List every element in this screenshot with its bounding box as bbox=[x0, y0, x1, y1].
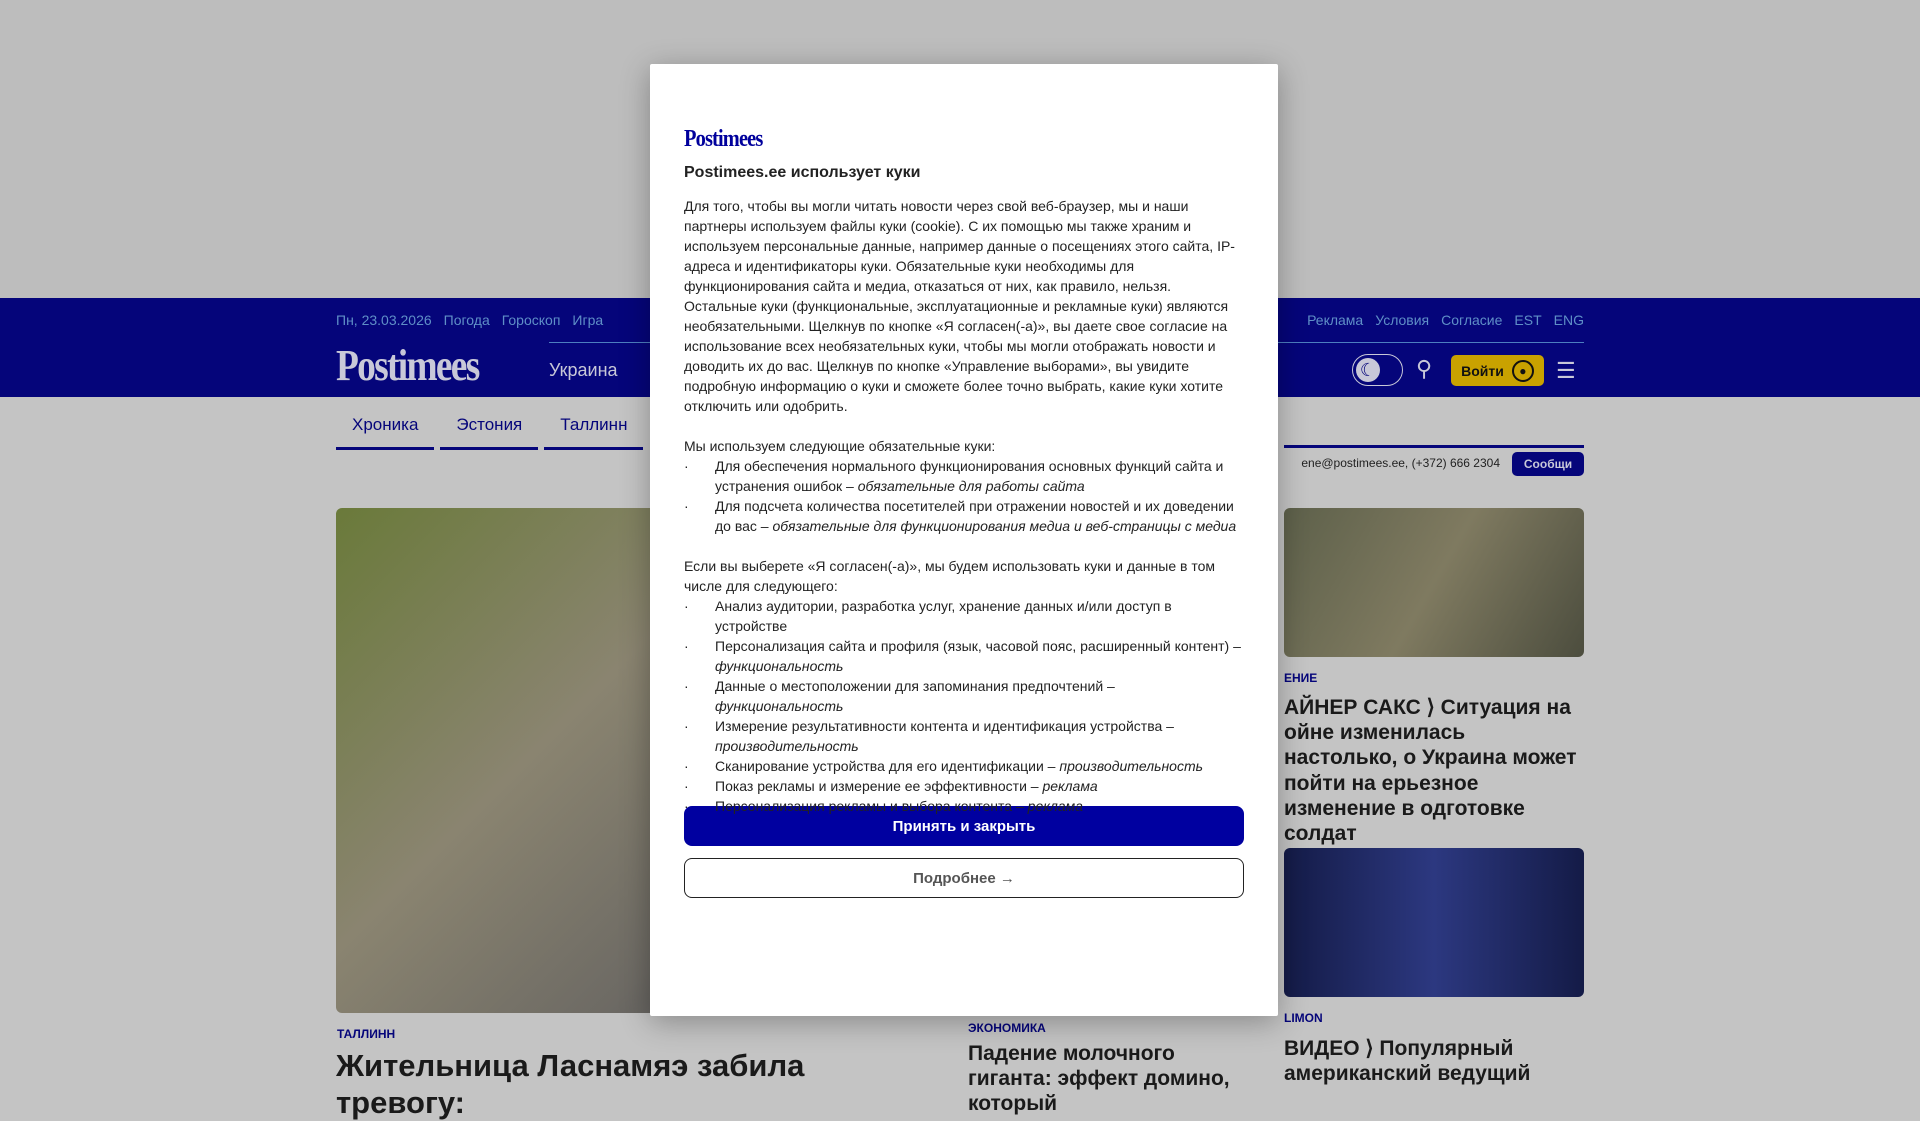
item-purpose: производительность bbox=[1059, 758, 1203, 774]
tab-chronicle[interactable]: Хроника bbox=[336, 405, 434, 450]
item-purpose: обязательные для работы сайта bbox=[857, 478, 1085, 494]
contact-info: ene@postimees.ee, (+372) 666 2304 bbox=[1301, 456, 1500, 470]
article-category[interactable]: ЭКОНОМИКА bbox=[968, 1021, 1046, 1035]
link-horoscope[interactable]: Гороскоп bbox=[501, 312, 561, 328]
item-purpose: функциональность bbox=[715, 698, 844, 714]
intro-text: Для того, чтобы вы могли читать новости через свой веб-браузер, мы и наши партнеры используем файлы куки (cookie). С их помощью мы также храним и используем персональные данные, например данные о посещениях этого сайта, IP-адреса и идентификаторы куки. Обязательные куки необходимы для функционирования сайта и медиа, отказаться от них, как правило, нельзя. Остальные куки (функциональные, эксплуатационные и рекламные куки) являются необязательными. Щелкнув по кнопке «Я согласен(-а)», вы даете свое согласие на использование всех необязательных куки, чтобы мы могли отображать новости и доводить их до вас. Щелкнув по кнопке «Управление выборами», вы увидите подробную информацию о куки и сможете более точно выбрать, какие куки хотите отключить или одобрить. bbox=[684, 198, 1235, 414]
list-item bbox=[684, 676, 1244, 716]
section-tabs bbox=[336, 405, 643, 450]
bullet: · bbox=[684, 598, 689, 614]
item-purpose: реклама bbox=[1027, 798, 1083, 814]
moon-icon: ☾ bbox=[1356, 358, 1380, 382]
item-desc: Для подсчета количества посетителей при отражении новостей и их доведении до вас – bbox=[715, 498, 1234, 534]
list-item bbox=[684, 756, 1244, 776]
login-label: Войти bbox=[1461, 362, 1504, 379]
bullet: · bbox=[684, 798, 689, 814]
more-button[interactable]: Подробнее → bbox=[684, 858, 1244, 898]
nav-ukraine[interactable]: Украина bbox=[549, 360, 618, 380]
item-text bbox=[715, 456, 1244, 496]
bullet: · bbox=[684, 718, 689, 734]
divider bbox=[1284, 445, 1584, 448]
item-text bbox=[715, 676, 1244, 716]
user-icon: ● bbox=[1512, 360, 1534, 382]
item-purpose: обязательные для функционирования медиа и веб-страницы с медиа bbox=[772, 518, 1237, 534]
list-item bbox=[684, 596, 1244, 636]
item-text bbox=[715, 596, 1244, 636]
dialog-body[interactable] bbox=[684, 196, 1244, 814]
dialog-title: Postimees.ee использует куки bbox=[684, 164, 921, 181]
menu-icon[interactable]: ☰ bbox=[1556, 358, 1576, 383]
item-purpose: функциональность bbox=[715, 658, 844, 674]
search-icon[interactable]: ⚲ bbox=[1416, 356, 1433, 381]
article-category[interactable]: ТАЛЛИНН bbox=[337, 1027, 396, 1041]
tab-estonia[interactable]: Эстония bbox=[440, 405, 538, 450]
item-purpose: реклама bbox=[1042, 778, 1098, 794]
link-game[interactable]: Игра bbox=[572, 312, 604, 328]
article-title[interactable]: Падение молочного гиганта: эффект домино, который bbox=[968, 1042, 1230, 1116]
item-desc: Персонализация сайта и профиля (язык, часовой пояс, расширенный контент) – bbox=[715, 638, 1241, 654]
item-text bbox=[715, 716, 1244, 756]
bullet: · bbox=[684, 678, 689, 694]
dialog-logo: Postimees bbox=[684, 126, 763, 152]
bullet: · bbox=[684, 758, 689, 774]
item-text bbox=[715, 496, 1244, 536]
link-ads[interactable]: Реклама bbox=[1307, 312, 1364, 328]
list-item bbox=[684, 496, 1244, 536]
item-desc: Показ рекламы и измерение ее эффективности – bbox=[715, 778, 1043, 794]
lang-eng[interactable]: ENG bbox=[1553, 312, 1584, 328]
list-item bbox=[684, 776, 1244, 796]
lang-est[interactable]: EST bbox=[1514, 312, 1542, 328]
link-weather[interactable]: Погода bbox=[443, 312, 490, 328]
cookie-consent-dialog bbox=[650, 64, 1278, 1016]
bullet: · bbox=[684, 458, 689, 474]
tab-tallinn[interactable]: Таллинн bbox=[544, 405, 643, 450]
dark-mode-toggle[interactable] bbox=[1352, 354, 1403, 386]
optional-heading: Если вы выберете «Я согласен(-а)», мы будем использовать куки и данные в том числе для следующего: bbox=[684, 558, 1215, 594]
list-item bbox=[684, 716, 1244, 756]
site-logo[interactable]: Postimees bbox=[336, 341, 479, 390]
link-consent[interactable]: Согласие bbox=[1441, 312, 1503, 328]
article-category[interactable]: ЕНИЕ bbox=[1284, 671, 1318, 685]
item-text bbox=[715, 636, 1244, 676]
article-image[interactable] bbox=[1284, 508, 1584, 657]
article-category[interactable]: LIMON bbox=[1284, 1011, 1323, 1025]
required-heading: Мы используем следующие обязательные куки: bbox=[684, 438, 996, 454]
login-button[interactable] bbox=[1451, 355, 1544, 386]
report-button[interactable]: Сообщи bbox=[1512, 452, 1584, 476]
link-terms[interactable]: Условия bbox=[1375, 312, 1430, 328]
list-item bbox=[684, 456, 1244, 496]
top-links-right bbox=[1307, 312, 1584, 328]
optional-list bbox=[684, 596, 1244, 816]
item-text bbox=[715, 796, 1083, 816]
item-desc: Для обеспечения нормального функционирования основных функций сайта и устранения ошибок – bbox=[715, 458, 1224, 494]
required-list bbox=[684, 456, 1244, 536]
item-desc: Сканирование устройства для его идентификации – bbox=[715, 758, 1060, 774]
article-title[interactable]: ВИДЕО ⟩ Популярный американский ведущий bbox=[1284, 1037, 1531, 1086]
item-desc: Анализ аудитории, разработка услуг, хранение данных и/или доступ в устройстве bbox=[715, 598, 1172, 634]
item-desc: Персонализация рекламы и выбора контента – bbox=[715, 798, 1028, 814]
item-desc: Данные о местоположении для запоминания предпочтений – bbox=[715, 678, 1115, 694]
top-links-left bbox=[336, 312, 603, 328]
article-title[interactable]: Жительница Ласнамяэ забила тревогу: bbox=[336, 1048, 805, 1121]
list-item bbox=[684, 636, 1244, 676]
item-purpose: производительность bbox=[715, 738, 859, 754]
article-image[interactable] bbox=[1284, 848, 1584, 997]
date: Пн, 23.03.2026 bbox=[336, 312, 432, 328]
bullet: · bbox=[684, 778, 689, 794]
accept-button[interactable]: Принять и закрыть bbox=[684, 806, 1244, 846]
bullet: · bbox=[684, 498, 689, 514]
item-text bbox=[715, 756, 1203, 776]
item-desc: Измерение результативности контента и идентификация устройства – bbox=[715, 718, 1174, 734]
article-title[interactable]: АЙНЕР САКС ⟩ Ситуация на ойне изменилась настолько, о Украина может пойти на ерьезное изменение в одготовке солдат bbox=[1284, 696, 1577, 845]
item-text bbox=[715, 776, 1098, 796]
bullet: · bbox=[684, 638, 689, 654]
